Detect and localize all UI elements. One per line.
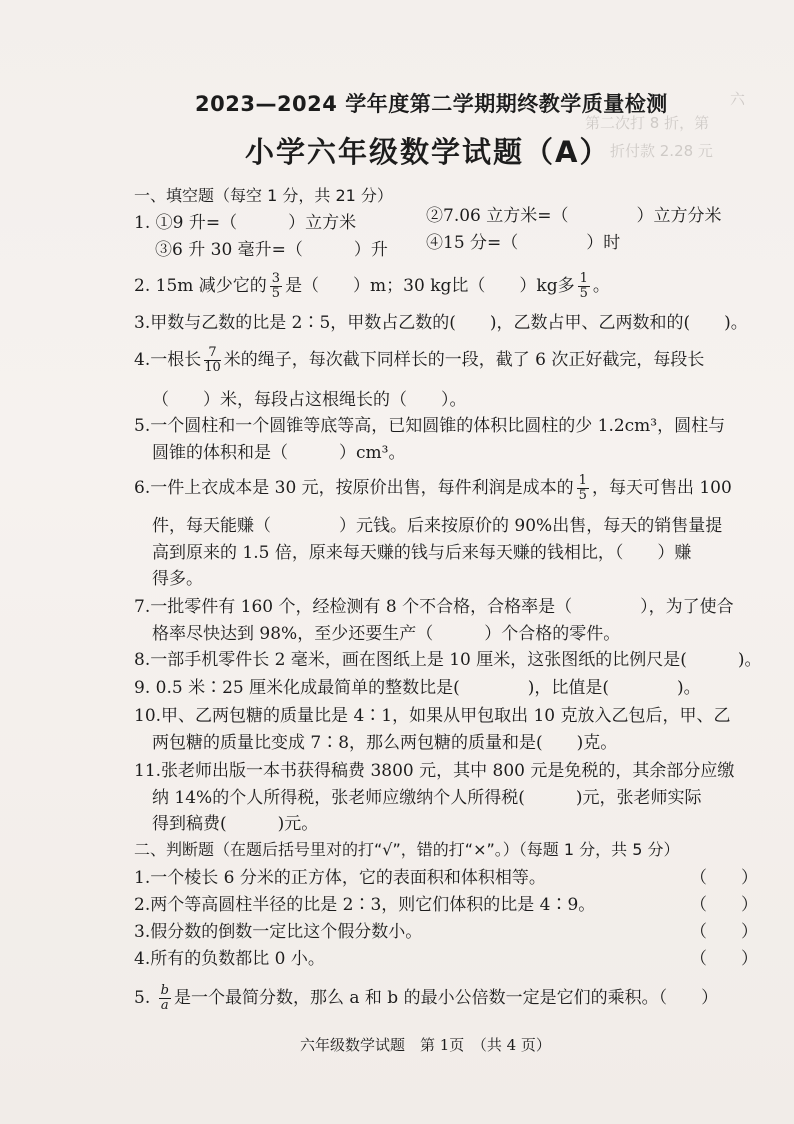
q11-line-1: 11.张老师出版一本书获得稿费 3800 元，其中 800 元是免税的，其余部分应缴 [134,761,735,781]
q1-part-b: ②7.06 立方米=（ ）立方分米 [426,206,722,226]
judge-item-1: 1.一个棱长 6 分米的正方体，它的表面积和体积相等。 [134,868,546,888]
fraction: $\frac{1}{5}$ [578,473,587,503]
q9: 9. 0.5 米∶25 厘米化成最简单的整数比是( )，比值是( )。 [134,678,701,698]
q4-line-1: 4.一根长 $\frac{7}{10}$ 米的绳子，每次截下同样长的一段，截了 6 次正好截完，每段长 [134,345,705,375]
q1-part-a: 1. ①9 升=（ ）立方米 [134,213,357,233]
section-1-heading: 一、填空题（每空 1 分，共 21 分） [134,186,393,205]
exam-title: 2023—2024 学年度第二学期期终教学质量检测 [195,92,668,116]
answer-parentheses: （ ） [690,868,758,888]
q7-line-1: 7.一批零件有 160 个，经检测有 8 个不合格，合格率是（ ），为了使合 [134,597,734,617]
q6-line-3: 高到原来的 1.5 倍，原来每天赚的钱与后来每天赚的钱相比，（ ）赚 [152,543,692,563]
q6-line-2: 件，每天能赚（ ）元钱。后来按原价的 90%出售，每天的销售量提 [152,516,723,536]
fraction: $\frac{1}{5}$ [579,271,588,301]
q1-line-1 [134,211,356,235]
answer-parentheses: （ ） [690,949,758,969]
fraction: $\frac{b}{a}$ [160,983,169,1013]
q7-line-2: 格率尽快达到 98%，至少还要生产（ ）个合格的零件。 [152,624,621,644]
q11-line-2: 纳 14%的个人所得税，张老师应缴纳个人所得税( )元，张老师实际 [152,788,702,808]
q1-part-c: ③6 升 30 毫升=（ ）升 [155,240,388,260]
judge-item-4: 4.所有的负数都比 0 小。 [134,949,325,969]
q6-line-1: 6.一件上衣成本是 30 元，按原价出售，每件利润是成本的 $\frac{1}{5}$ ，每天可售出 100 [134,473,732,503]
fraction: $\frac{3}{5}$ [271,271,281,301]
q5-line-1: 5.一个圆柱和一个圆锥等底等高，已知圆锥的体积比圆柱的少 1.2cm³，圆柱与 [134,416,726,436]
q1-part-d: ④15 分=（ ）时 [426,233,621,253]
q4-line-2: （ ）米，每段占这根绳长的（ ）。 [152,390,467,410]
q10-line-1: 10.甲、乙两包糖的质量比是 4∶1，如果从甲包取出 10 克放入乙包后，甲、乙 [134,706,731,726]
q5-line-2: 圆锥的体积和是（ ）cm³。 [152,443,406,463]
bleed-through-text: 折付款 2.28 元 [610,142,713,160]
fraction: $\frac{7}{10}$ [204,345,221,375]
q2: 2. 15m 减少它的 $\frac{3}{5}$ 是（ ）m；30 kg比（ ）kg多 $\frac{1}{5}$ 。 [134,271,610,301]
judge-item-5: 5. $\frac{b}{a}$ 是一个最简分数，那么 a 和 b 的最小公倍数一定是它们的乘积。（ ） [134,983,719,1013]
bleed-through-text: 六 [730,90,746,108]
q10-line-2: 两包糖的质量比变成 7∶8，那么两包糖的质量和是( )克。 [152,733,618,753]
exam-subtitle: 小学六年级数学试题（A） [245,135,611,169]
q8: 8.一部手机零件长 2 毫米，画在图纸上是 10 厘米，这张图纸的比例尺是( )。 [134,650,762,670]
judge-item-3: 3.假分数的倒数一定比这个假分数小。 [134,922,423,942]
answer-parentheses: （ ） [690,895,758,915]
q6-line-4: 得多。 [152,569,203,589]
section-2-heading: 二、判断题（在题后括号里对的打“√”，错的打“×”。）（每题 1 分，共 5 分） [134,840,680,859]
q11-line-3: 得到稿费( )元。 [152,814,319,834]
judge-item-2: 2.两个等高圆柱半径的比是 2∶3，则它们体积的比是 4∶9。 [134,895,596,915]
q3: 3.甲数与乙数的比是 2∶5，甲数占乙数的( )，乙数占甲、乙两数和的( )。 [134,313,748,333]
page-footer: 六年级数学试题 第 1页 （共 4 页） [300,1036,551,1054]
bleed-through-text: 第二次打 8 折，第 [585,114,710,132]
answer-parentheses: （ ） [690,922,758,942]
